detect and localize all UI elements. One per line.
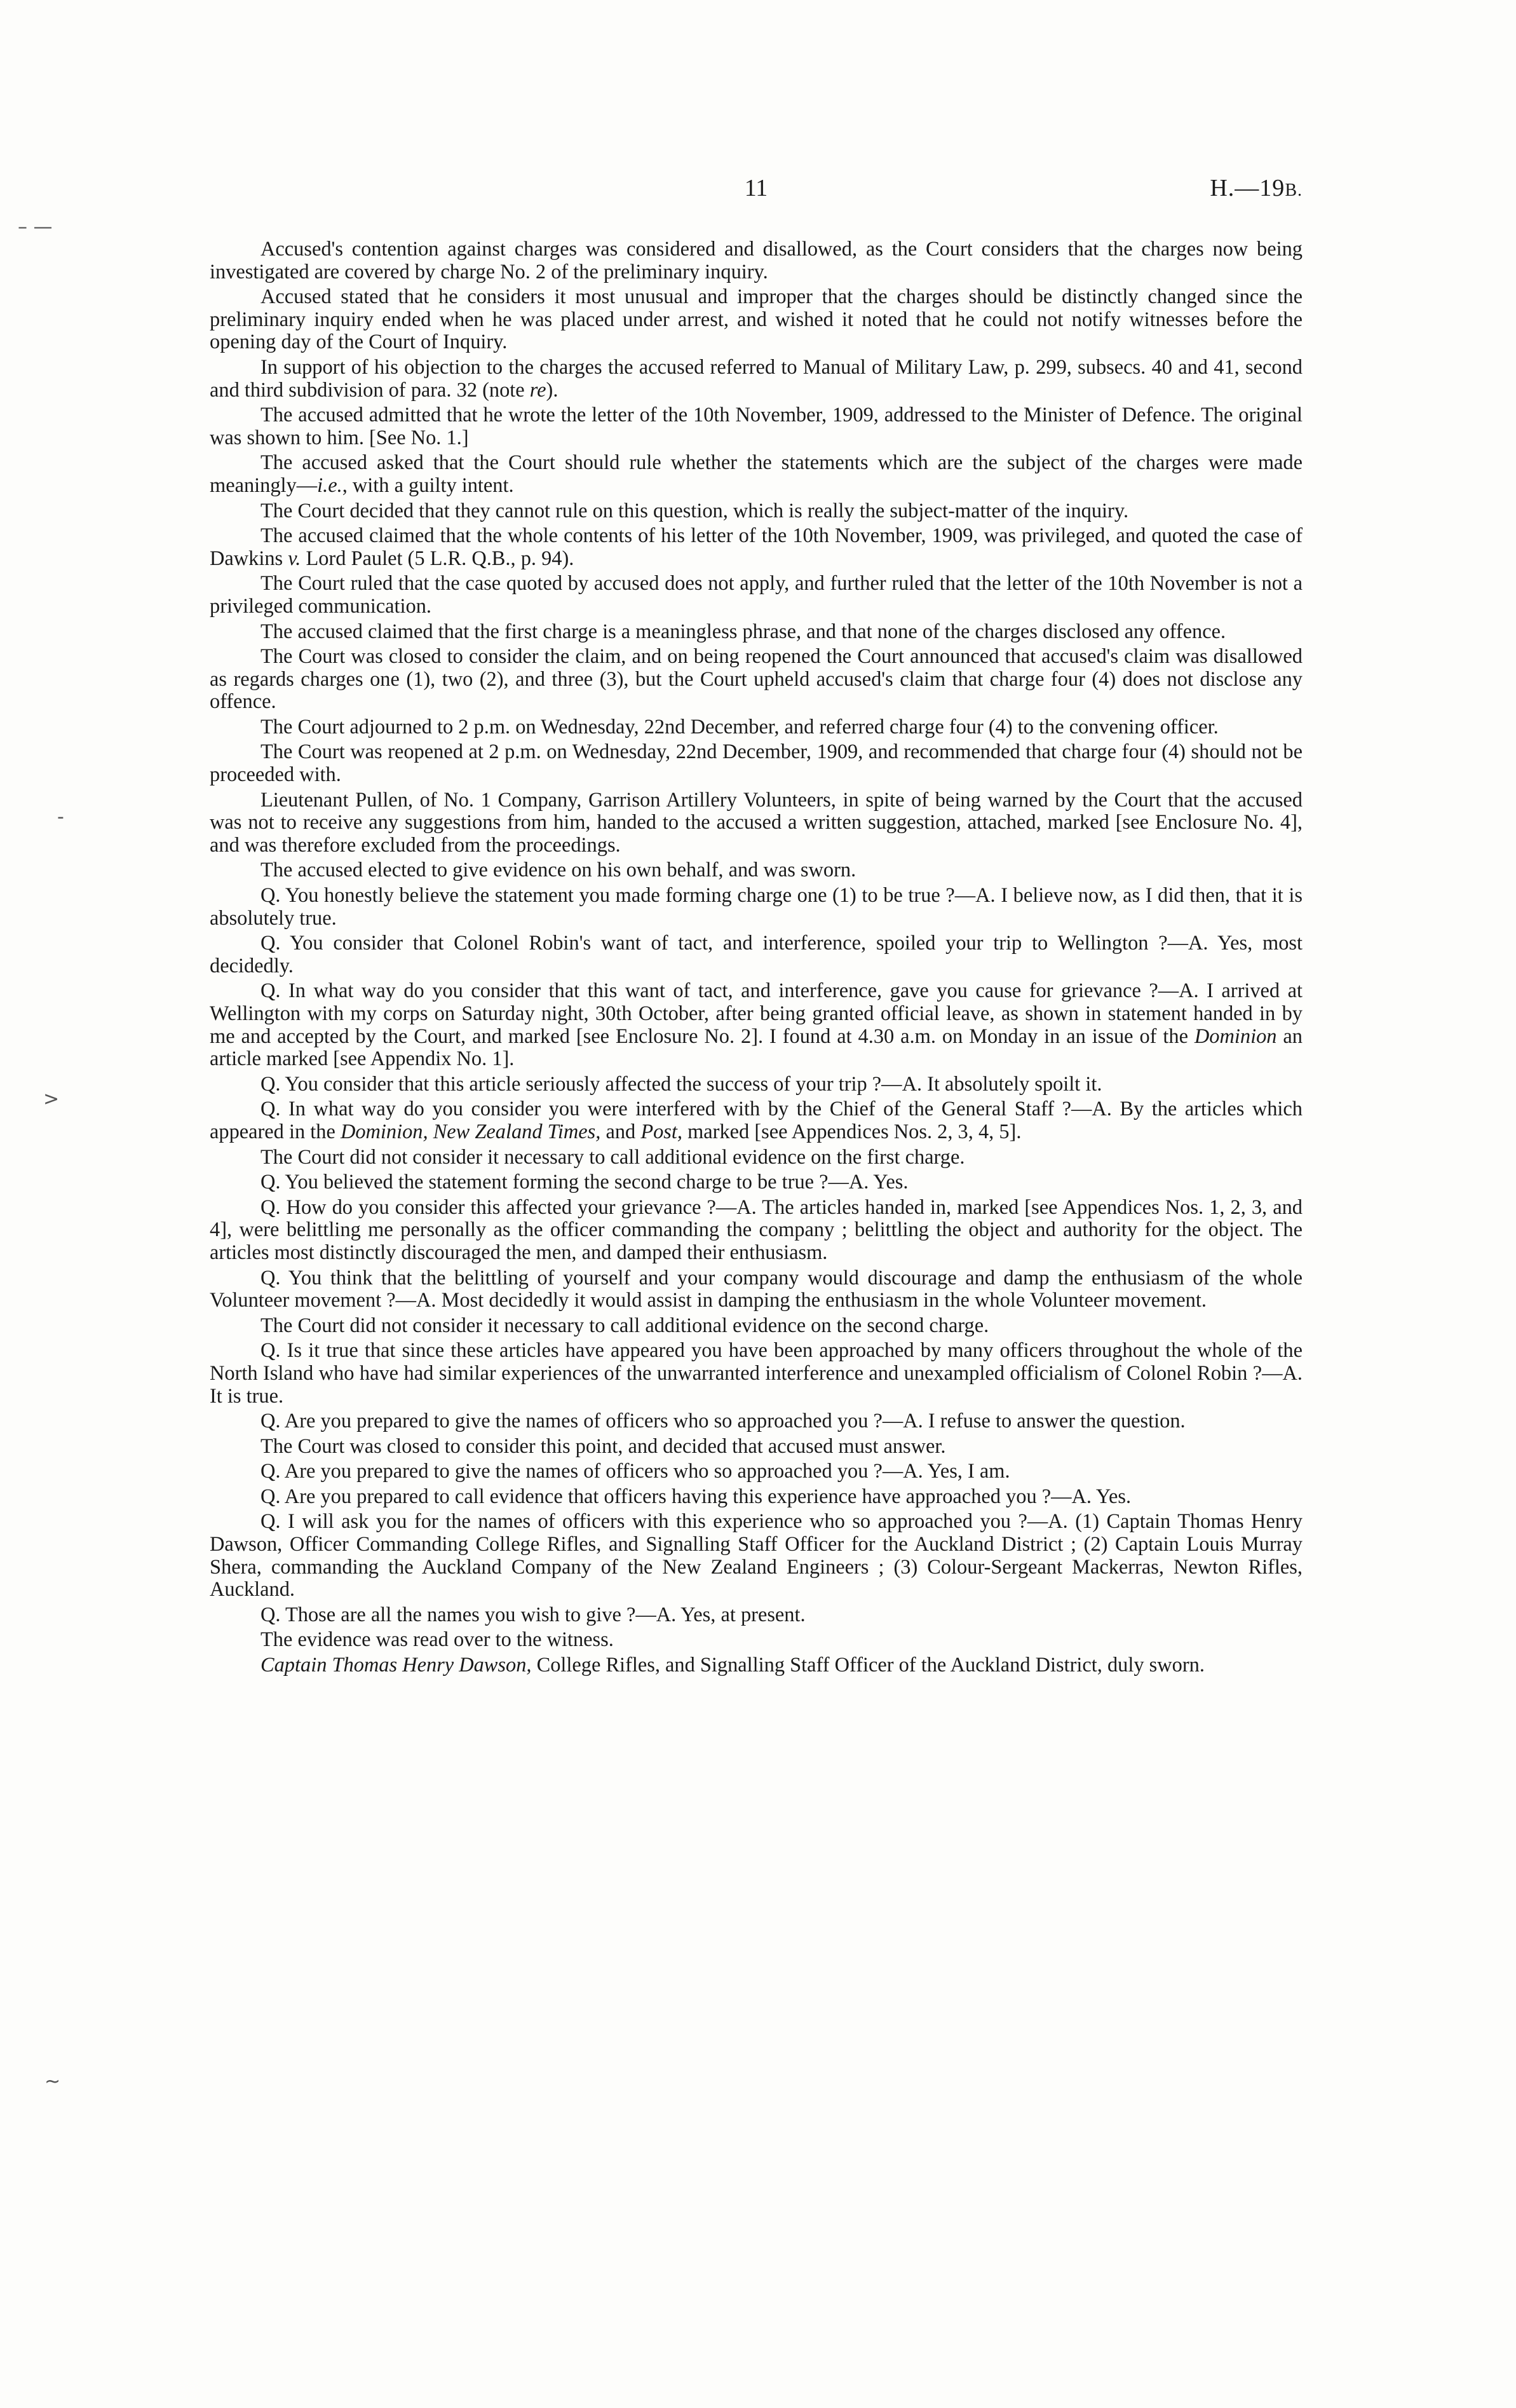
margin-dash-mark: ~ xyxy=(44,2071,61,2093)
body-paragraph xyxy=(210,1267,1303,1312)
body-paragraph xyxy=(210,1315,1303,1338)
document-reference-suffix: B. xyxy=(1285,180,1303,200)
paragraph-text: Q. Are you prepared to give the names of officers who so approached you ?—A. Yes, I am. xyxy=(261,1460,1010,1483)
body-paragraph xyxy=(210,1340,1303,1408)
italic-text: Captain Thomas Henry Dawson, xyxy=(261,1654,532,1677)
paragraph-text: The accused asked that the Court should rule whether the statements which are the subject of the charges were made meaningly— xyxy=(210,451,1303,497)
body-paragraph xyxy=(210,357,1303,402)
body-paragraph xyxy=(210,1171,1303,1194)
paragraph-text: Q. Are you prepared to call evidence that officers having this experience have approached you ?—A. Yes. xyxy=(261,1485,1132,1508)
paragraph-text: Q. You honestly believe the statement you made forming charge one (1) to be true ?—A. I believe now, as I did then, that it is absolutely true. xyxy=(210,884,1303,930)
paragraph-text: College Rifles, and Signalling Staff Officer of the Auckland District, duly sworn. xyxy=(531,1654,1205,1677)
body-paragraph xyxy=(210,452,1303,497)
italic-text: i.e. xyxy=(317,473,342,497)
paragraph-text: Q. I will ask you for the names of officers with this experience who so approached you ?—A. (1) Captain Thomas Henry Dawson, Officer Commanding College Rifles, and Signalling Staff Officer for the Auckland District ; (2) Captain Louis Murray Shera, commanding the Auckland Company of the New Zealand Engineers ; (3) Colour-Sergeant Mackerras, Newton Rifles, Auckland. xyxy=(210,1510,1303,1602)
body-paragraph xyxy=(210,1604,1303,1627)
italic-text: Post, xyxy=(640,1120,682,1143)
body-paragraph xyxy=(210,1146,1303,1169)
paragraph-text: The Court did not consider it necessary to call additional evidence on the second charge. xyxy=(261,1314,989,1337)
paragraph-text: Q. You consider that this article seriously affected the success of your trip ?—A. It absolutely spoilt it. xyxy=(261,1072,1102,1096)
paragraph-text: and xyxy=(600,1120,641,1143)
body-paragraph xyxy=(210,932,1303,977)
body-paragraph xyxy=(210,716,1303,739)
italic-text: Dominion xyxy=(1194,1024,1277,1048)
paragraph-text: Q. You consider that Colonel Robin's want of tact, and interference, spoiled your trip to Wellington ?—A. Yes, most decidedly. xyxy=(210,932,1303,977)
body-paragraph xyxy=(210,789,1303,857)
italic-text: re xyxy=(529,378,546,402)
body-paragraph xyxy=(210,573,1303,618)
paragraph-text: The Court did not consider it necessary to call additional evidence on the first charge. xyxy=(261,1145,965,1169)
paragraph-text: Q. How do you consider this affected your grievance ?—A. The articles handed in, marked [see Appendices Nos. 1, 2, 3, and 4], were belittling me personally as the officer commanding the company ; belittling the object and authority for the object. The articles most distinctly discouraged the men, and damped their enthusiasm. xyxy=(210,1195,1303,1264)
paragraph-text: The accused claimed that the whole contents of his letter of the 10th November, 1909, was privileged, and quoted the case of Dawkins xyxy=(210,524,1303,570)
body-paragraph xyxy=(210,1098,1303,1143)
body-paragraph xyxy=(210,1410,1303,1433)
document-reference-main: H.—19 xyxy=(1210,175,1285,201)
paragraph-text: ). xyxy=(546,378,558,402)
paragraph-text: Lieutenant Pullen, of No. 1 Company, Garrison Artillery Volunteers, in spite of being warned by the Court that the accused was not to receive any suggestions from him, handed to the accused a written suggestion, attached, marked [see Enclosure No. 4], and was therefore excluded from the proceedings. xyxy=(210,788,1303,857)
paragraph-text: Accused stated that he considers it most unusual and improper that the charges should be distinctly changed since the preliminary inquiry ended when he was placed under arrest, and wished it noted that he could not notify witnesses before the opening day of the Court of Inquiry. xyxy=(210,285,1303,354)
body-paragraph xyxy=(210,1486,1303,1509)
body-paragraph xyxy=(210,1460,1303,1483)
body-paragraph xyxy=(210,859,1303,882)
document-body xyxy=(210,238,1303,1680)
paragraph-text: The Court was closed to consider the claim, and on being reopened the Court announced that accused's claim was disallowed as regards charges one (1), two (2), and three (3), but the Court upheld accused's claim that charge four (4) does not disclose any offence. xyxy=(210,645,1303,714)
body-paragraph xyxy=(210,621,1303,644)
italic-text: Dominion, New Zealand Times, xyxy=(340,1120,601,1143)
body-paragraph xyxy=(210,646,1303,714)
paragraph-text: Q. You think that the belittling of yourself and your company would discourage and damp the enthusiasm of the whole Volunteer movement ?—A. Most decidedly it would assist in damping the enthusiasm in the whole Volunteer movement. xyxy=(210,1266,1303,1312)
page-header xyxy=(210,170,1303,208)
paragraph-text: In support of his objection to the charges the accused referred to Manual of Military Law, p. 299, subsecs. 40 and 41, second and third subdivision of para. 32 (note xyxy=(210,355,1303,402)
paragraph-text: The Court was reopened at 2 p.m. on Wednesday, 22nd December, 1909, and recommended that charge four (4) should not be proceeded with. xyxy=(210,740,1303,787)
paragraph-text: an article marked [see Appendix No. 1]. xyxy=(210,1024,1303,1071)
paragraph-text: marked [see Appendices Nos. 2, 3, 4, 5]. xyxy=(682,1120,1022,1143)
paragraph-text: Q. Are you prepared to give the names of officers who so approached you ?—A. I refuse to answer the question. xyxy=(261,1410,1186,1433)
paragraph-text: Accused's contention against charges was considered and disallowed, as the Court considers that the charges now being investigated are covered by charge No. 2 of the preliminary inquiry. xyxy=(210,238,1303,283)
paragraph-text: The accused claimed that the first charge is a meaningless phrase, and that none of the charges disclosed any offence. xyxy=(261,620,1226,643)
witness-sworn-paragraph xyxy=(210,1654,1303,1677)
body-paragraph xyxy=(210,980,1303,1070)
document-reference xyxy=(1210,174,1303,202)
body-paragraph xyxy=(210,500,1303,523)
page-number: 11 xyxy=(744,175,768,201)
body-paragraph xyxy=(210,1511,1303,1601)
paragraph-text: The accused elected to give evidence on his own behalf, and was sworn. xyxy=(261,859,856,882)
paragraph-text: Q. In what way do you consider you were interfered with by the Chief of the General Staff ?—A. By the articles which appeared in the xyxy=(210,1098,1303,1143)
italic-text: v. xyxy=(288,547,301,570)
margin-dash-mark: - xyxy=(57,806,64,828)
body-paragraph xyxy=(210,885,1303,930)
margin-dash-mark: – — xyxy=(18,216,53,238)
margin-bracket-mark: > xyxy=(43,1088,60,1110)
body-paragraph xyxy=(210,1436,1303,1459)
paragraph-text: Q. In what way do you consider that this want of tact, and interference, gave you cause for grievance ?—A. I arrived at Wellington with my corps on Saturday night, 30th October, after being granted official leave, as shown in statement handed in by me and accepted by the Court, and marked [see Enclosure No. 2]. I found at 4.30 a.m. on Monday in an issue of the xyxy=(210,979,1303,1048)
paragraph-text: The accused admitted that he wrote the letter of the 10th November, 1909, addressed to the Minister of Defence. The original was shown to him. [See No. 1.] xyxy=(210,404,1303,449)
paragraph-text: The Court adjourned to 2 p.m. on Wednesday, 22nd December, and referred charge four (4) to the convening officer. xyxy=(261,715,1219,738)
paragraph-text: , with a guilty intent. xyxy=(342,473,514,497)
paragraph-text: Lord Paulet (5 L.R. Q.B., p. 94). xyxy=(301,547,574,570)
paragraph-text: Q. You believed the statement forming the second charge to be true ?—A. Yes. xyxy=(261,1171,909,1194)
paragraph-text: The Court decided that they cannot rule on this question, which is really the subject-matter of the inquiry. xyxy=(261,499,1129,522)
body-paragraph xyxy=(210,286,1303,354)
body-paragraph xyxy=(210,1073,1303,1096)
paragraph-text: The evidence was read over to the witness. xyxy=(261,1628,614,1652)
paragraph-text: Q. Those are all the names you wish to give ?—A. Yes, at present. xyxy=(261,1603,806,1626)
body-paragraph xyxy=(210,1629,1303,1652)
paragraph-text: The Court ruled that the case quoted by accused does not apply, and further ruled that the letter of the 10th November is not a privileged communication. xyxy=(210,572,1303,618)
body-paragraph xyxy=(210,525,1303,570)
paragraph-text: The Court was closed to consider this point, and decided that accused must answer. xyxy=(261,1434,946,1458)
body-paragraph xyxy=(210,404,1303,449)
paragraph-text: Q. Is it true that since these articles have appeared you have been approached by many officers throughout the whole of the North Island who have had similar experiences of the unwarranted interference and unexampled officialism of Colonel Robin ?—A. It is true. xyxy=(210,1339,1303,1408)
body-paragraph xyxy=(210,1197,1303,1265)
body-paragraph xyxy=(210,741,1303,786)
body-paragraph xyxy=(210,238,1303,283)
